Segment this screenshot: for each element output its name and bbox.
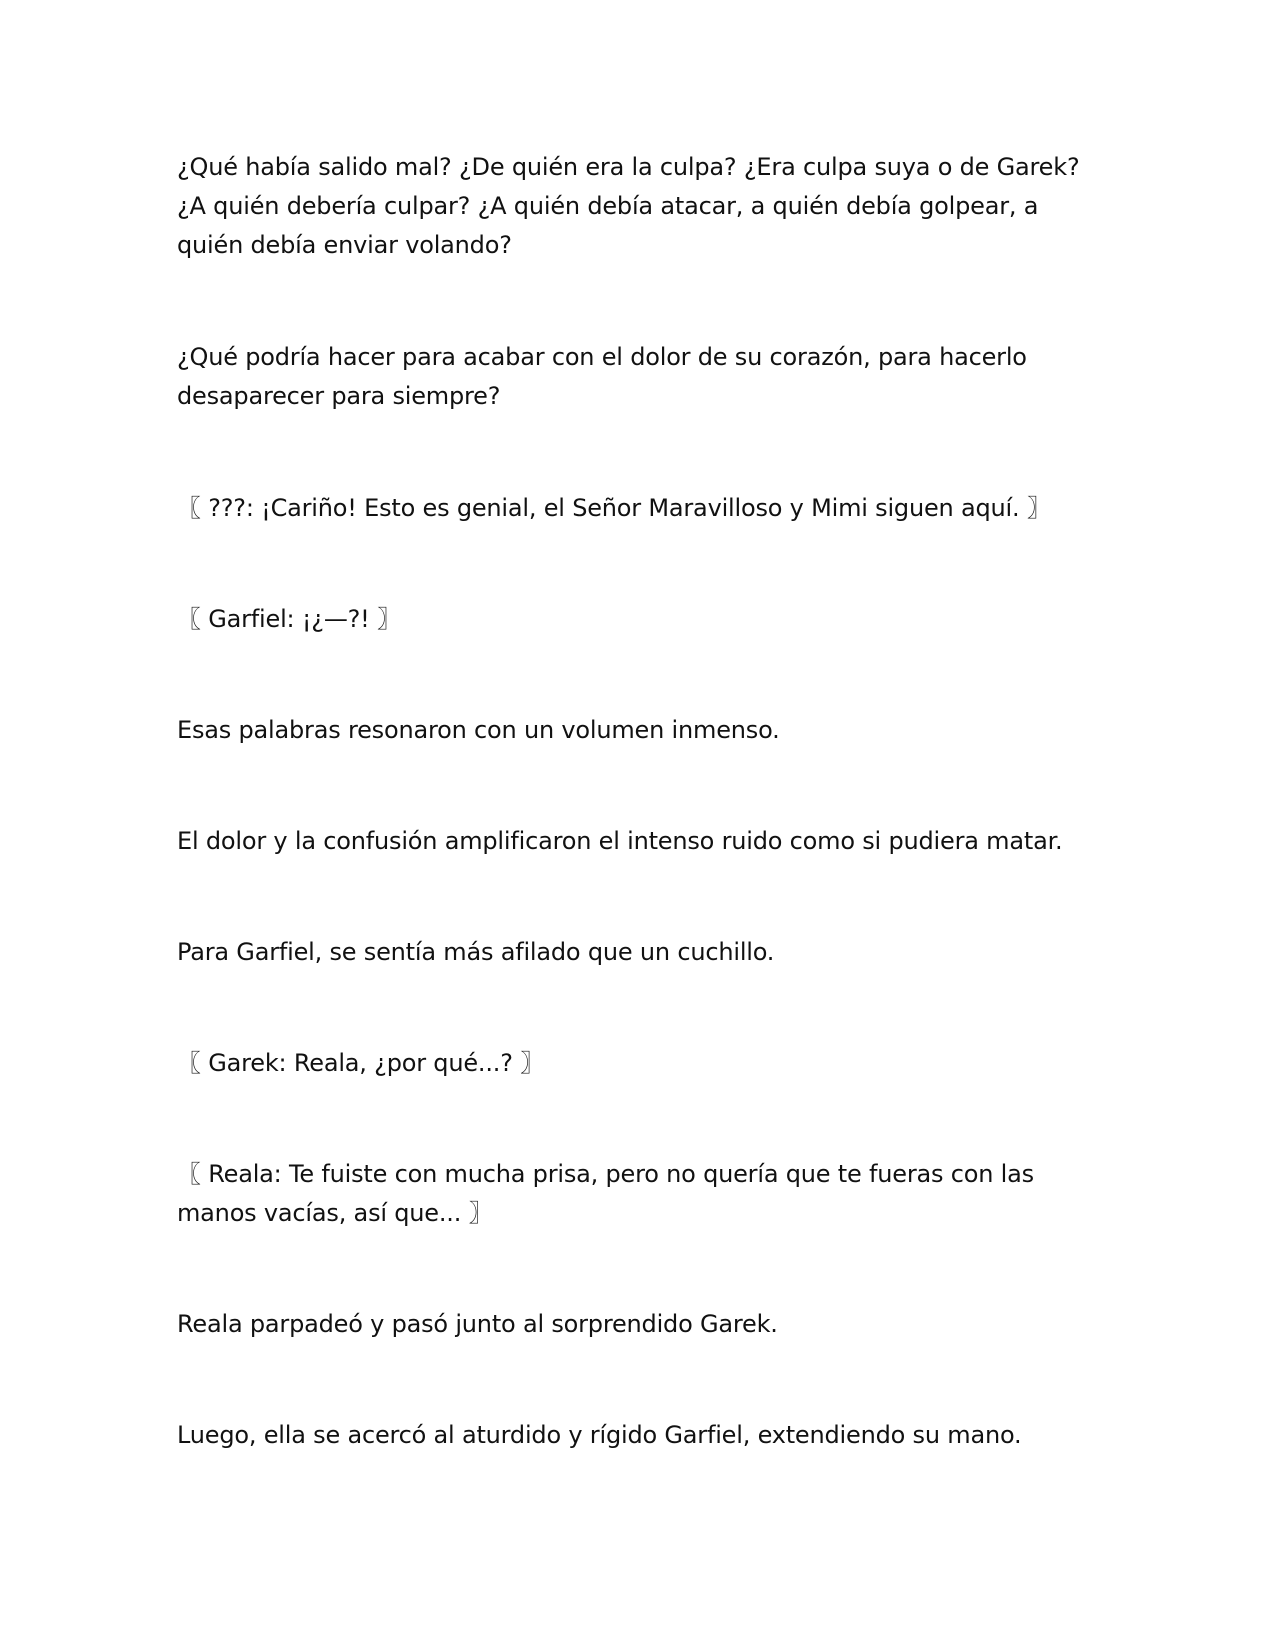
dialogue-line: 〖 Reala: Te fuiste con mucha prisa, pero no quería que te fueras con las manos vacías, así que... 〗 <box>177 1160 1034 1227</box>
paragraph: ¿Qué podría hacer para acabar con el dolor de su corazón, para hacerlo desaparecer para siempre? <box>177 343 1027 410</box>
paragraph: Reala parpadeó y pasó junto al sorprendido Garek. <box>177 1310 778 1338</box>
paragraph: Esas palabras resonaron con un volumen inmenso. <box>177 716 780 744</box>
paragraph: El dolor y la confusión amplificaron el intenso ruido como si pudiera matar. <box>177 827 1063 855</box>
dialogue-line: 〖 Garek: Reala, ¿por qué...? 〗 <box>177 1049 544 1077</box>
dialogue-line: 〖 ???: ¡Cariño! Esto es genial, el Señor Maravilloso y Mimi siguen aquí. 〗 <box>177 494 1051 522</box>
paragraph: ¿Qué había salido mal? ¿De quién era la culpa? ¿Era culpa suya o de Garek? ¿A quién debería culpar? ¿A quién debía atacar, a quién debía golpear, a quién debía enviar volando? <box>177 153 1080 259</box>
paragraph: Luego, ella se acercó al aturdido y rígido Garfiel, extendiendo su mano. <box>177 1421 1022 1449</box>
dialogue-line: 〖 Garfiel: ¡¿—?! 〗 <box>177 605 401 633</box>
paragraph: Para Garfiel, se sentía más afilado que un cuchillo. <box>177 938 775 966</box>
